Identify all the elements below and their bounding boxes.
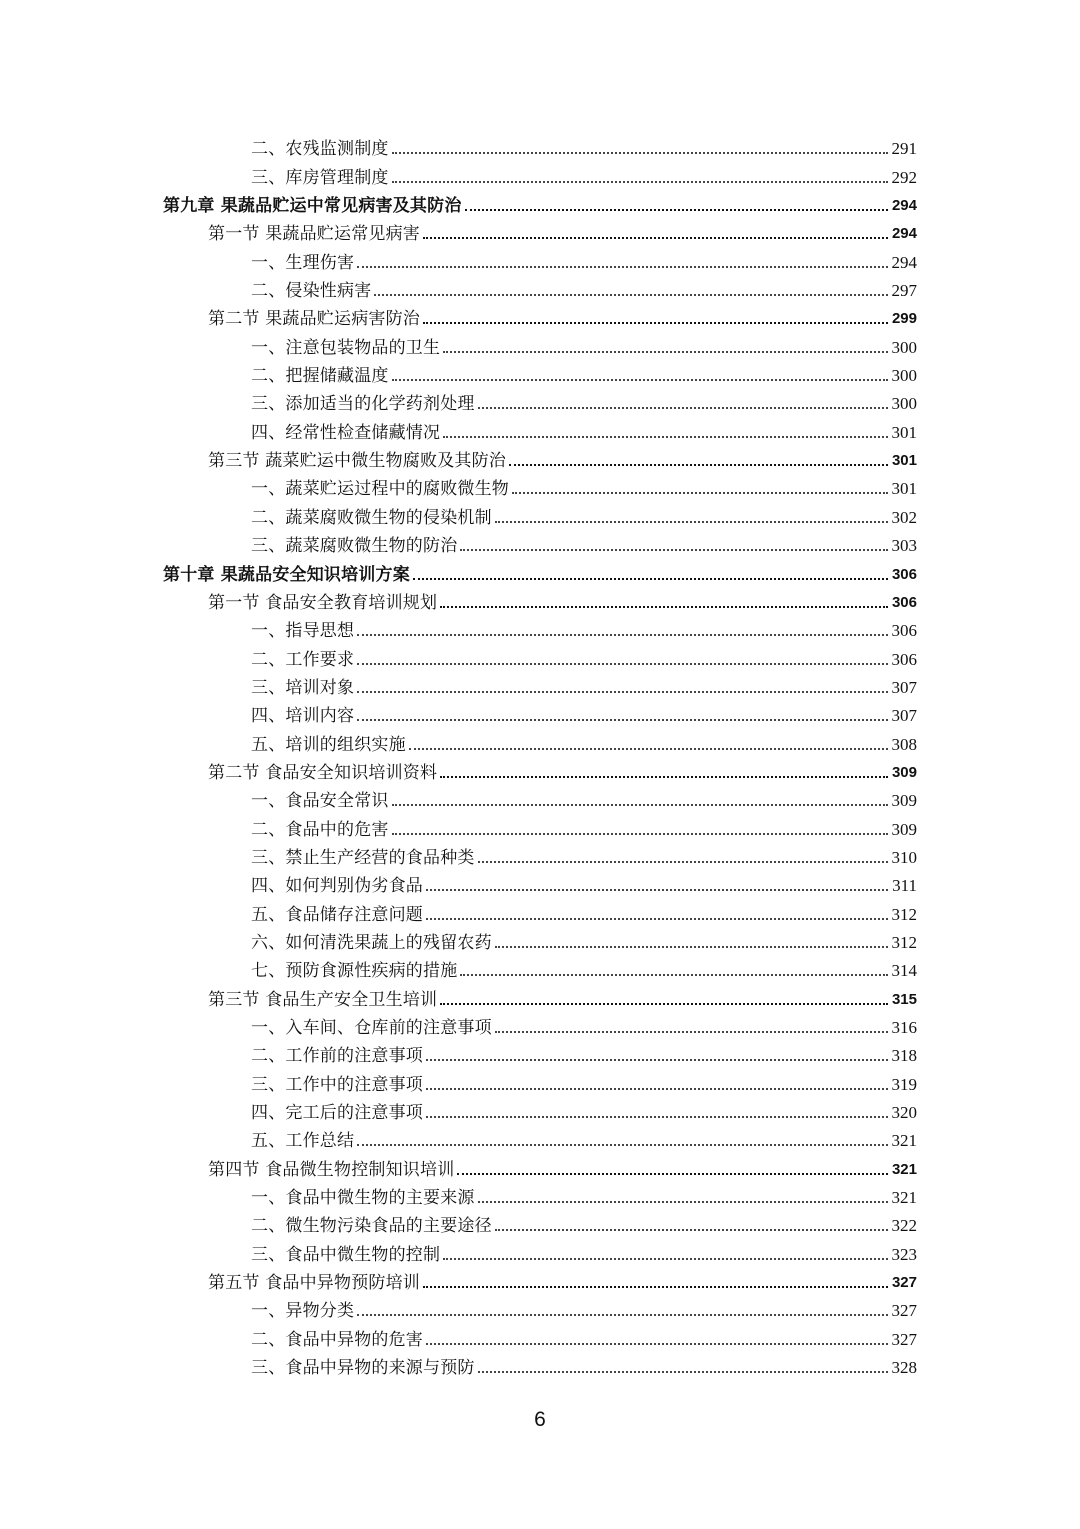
toc-item-row[interactable] <box>163 1095 917 1123</box>
toc-entry-title: 第五节 食品中异物预防培训 <box>208 1273 421 1294</box>
toc-entry-page: 307 <box>891 677 917 697</box>
dot-leader <box>413 578 888 580</box>
dot-leader <box>423 237 888 239</box>
toc-entry-page: 300 <box>891 337 917 357</box>
toc-entry-title: 三、食品中异物的来源与预防 <box>251 1358 475 1379</box>
toc-entry-page: 294 <box>891 252 917 272</box>
toc-item-row[interactable] <box>163 641 917 669</box>
toc-item-row[interactable] <box>163 896 917 924</box>
toc-entry-title: 第二节 果蔬品贮运病害防治 <box>208 309 421 330</box>
toc-entry-page: 328 <box>891 1358 917 1378</box>
toc-entry-title: 二、侵染性病害 <box>251 281 372 302</box>
dot-leader <box>426 1088 888 1090</box>
toc-item-row[interactable] <box>163 613 917 641</box>
toc-entry-title: 一、指导思想 <box>251 621 355 642</box>
toc-entry-page: 319 <box>891 1074 917 1094</box>
toc-entry-page: 306 <box>891 621 917 641</box>
toc-entry-page: 323 <box>891 1244 917 1264</box>
toc-entry-page: 327 <box>891 1329 917 1349</box>
toc-entry-page: 306 <box>891 565 917 583</box>
toc-entry-page: 308 <box>891 734 917 754</box>
toc-item-row[interactable] <box>163 811 917 839</box>
dot-leader <box>357 1314 887 1316</box>
dot-leader <box>357 691 887 693</box>
toc-entry-page: 320 <box>891 1103 917 1123</box>
dot-leader <box>465 209 888 211</box>
dot-leader <box>426 1343 888 1345</box>
toc-entry-page: 301 <box>891 452 917 470</box>
dot-leader <box>374 294 887 296</box>
dot-leader <box>426 1116 888 1118</box>
toc-item-row[interactable] <box>163 1066 917 1094</box>
table-of-contents <box>163 131 917 1378</box>
dot-leader <box>392 152 888 154</box>
toc-entry-page: 300 <box>891 366 917 386</box>
dot-leader <box>478 407 888 409</box>
toc-entry-title: 第三节 食品生产安全卫生培训 <box>208 989 438 1010</box>
toc-item-row[interactable] <box>163 953 917 981</box>
dot-leader <box>392 804 888 806</box>
toc-entry-page: 297 <box>891 281 917 301</box>
toc-item-row[interactable] <box>163 840 917 868</box>
toc-entry-title: 四、完工后的注意事项 <box>251 1103 423 1124</box>
dot-leader <box>392 379 888 381</box>
dot-leader <box>423 322 888 324</box>
toc-entry-page: 321 <box>891 1160 917 1178</box>
toc-item-row[interactable] <box>163 1293 917 1321</box>
dot-leader <box>460 549 887 551</box>
dot-leader <box>357 266 887 268</box>
toc-entry-title: 一、食品安全常识 <box>251 791 389 812</box>
dot-leader <box>495 1031 888 1033</box>
dot-leader <box>440 1003 888 1005</box>
toc-entry-page: 306 <box>891 649 917 669</box>
toc-entry-page: 312 <box>891 904 917 924</box>
dot-leader <box>357 719 887 721</box>
dot-leader <box>509 464 888 466</box>
dot-leader <box>426 918 888 920</box>
toc-item-row[interactable] <box>163 528 917 556</box>
toc-entry-title: 二、微生物污染食品的主要途径 <box>251 1216 492 1237</box>
toc-entry-title: 一、蔬菜贮运过程中的腐败微生物 <box>251 479 509 500</box>
toc-entry-page: 307 <box>891 706 917 726</box>
dot-leader <box>478 861 888 863</box>
toc-entry-title: 四、如何判别伪劣食品 <box>251 876 423 897</box>
dot-leader <box>409 748 888 750</box>
toc-entry-title: 四、经常性检查储藏情况 <box>251 422 441 443</box>
page-number: 6 <box>534 1408 546 1431</box>
toc-entry-title: 二、农残监测制度 <box>251 139 389 160</box>
toc-entry-page: 291 <box>891 139 917 159</box>
toc-entry-page: 306 <box>891 593 917 611</box>
toc-section-row[interactable] <box>163 443 917 471</box>
toc-entry-title: 第二节 食品安全知识培训资料 <box>208 762 438 783</box>
toc-section-row[interactable] <box>163 755 917 783</box>
dot-leader <box>495 1229 888 1231</box>
dot-leader <box>495 521 888 523</box>
toc-chapter-row[interactable] <box>163 188 917 216</box>
toc-entry-title: 四、培训内容 <box>251 706 355 727</box>
toc-entry-title: 三、蔬菜腐败微生物的防治 <box>251 536 458 557</box>
toc-entry-title: 三、禁止生产经营的食品种类 <box>251 847 475 868</box>
toc-item-row[interactable] <box>163 244 917 272</box>
toc-entry-page: 327 <box>891 1301 917 1321</box>
dot-leader <box>357 634 887 636</box>
toc-section-row[interactable] <box>163 1151 917 1179</box>
toc-entry-page: 294 <box>891 225 917 243</box>
toc-item-row[interactable] <box>163 1236 917 1264</box>
toc-entry-title: 二、食品中异物的危害 <box>251 1329 423 1350</box>
dot-leader <box>457 1173 888 1175</box>
toc-item-row[interactable] <box>163 159 917 187</box>
toc-item-row[interactable] <box>163 698 917 726</box>
toc-entry-title: 二、蔬菜腐败微生物的侵染机制 <box>251 507 492 528</box>
toc-entry-page: 316 <box>891 1018 917 1037</box>
toc-entry-title: 一、注意包装物品的卫生 <box>251 337 441 358</box>
toc-item-row[interactable] <box>163 386 917 414</box>
toc-entry-page: 302 <box>891 507 917 527</box>
toc-entry-page: 321 <box>891 1131 917 1151</box>
toc-item-row[interactable] <box>163 273 917 301</box>
toc-entry-page: 292 <box>891 167 917 187</box>
toc-entry-page: 322 <box>891 1216 917 1236</box>
toc-entry-page: 294 <box>891 197 917 215</box>
toc-section-row[interactable] <box>163 301 917 329</box>
toc-item-row[interactable] <box>163 131 917 159</box>
toc-entry-title: 三、库房管理制度 <box>251 167 389 188</box>
dot-leader <box>443 436 887 438</box>
dot-leader <box>392 833 888 835</box>
toc-entry-page: 310 <box>891 847 917 867</box>
toc-item-row[interactable] <box>163 329 917 357</box>
toc-item-row[interactable] <box>163 1038 917 1066</box>
dot-leader <box>440 776 888 778</box>
toc-item-row[interactable] <box>163 1350 917 1378</box>
toc-entry-page: 300 <box>891 394 917 414</box>
toc-entry-title: 二、工作前的注意事项 <box>251 1046 423 1067</box>
toc-item-row[interactable] <box>163 1208 917 1236</box>
toc-entry-title: 三、工作中的注意事项 <box>251 1074 423 1095</box>
toc-entry-title: 第九章 果蔬品贮运中常见病害及其防治 <box>163 196 462 217</box>
toc-item-row[interactable] <box>163 1123 917 1151</box>
toc-item-row[interactable] <box>163 670 917 698</box>
toc-chapter-row[interactable] <box>163 556 917 584</box>
toc-entry-page: 327 <box>891 1274 917 1292</box>
toc-entry-page: 309 <box>891 819 917 839</box>
toc-item-row[interactable] <box>163 1321 917 1349</box>
toc-item-row[interactable] <box>163 868 917 896</box>
toc-entry-page: 311 <box>892 876 917 896</box>
toc-entry-page: 321 <box>891 1188 917 1208</box>
toc-section-row[interactable] <box>163 1265 917 1293</box>
toc-entry-page: 314 <box>891 961 917 981</box>
toc-entry-title: 三、添加适当的化学药剂处理 <box>251 394 475 415</box>
dot-leader <box>440 606 888 608</box>
toc-entry-title: 七、预防食源性疾病的措施 <box>251 961 458 982</box>
toc-section-row[interactable] <box>163 216 917 244</box>
toc-item-row[interactable] <box>163 726 917 754</box>
toc-entry-title: 六、如何清洗果蔬上的残留农药 <box>251 932 492 953</box>
toc-entry-page: 309 <box>891 763 917 781</box>
toc-entry-title: 二、把握储藏温度 <box>251 366 389 387</box>
toc-entry-page: 318 <box>891 1046 917 1066</box>
toc-entry-title: 第十章 果蔬品安全知识培训方案 <box>163 564 410 585</box>
toc-item-row[interactable] <box>163 358 917 386</box>
dot-leader <box>426 1059 888 1061</box>
toc-item-row[interactable] <box>163 1010 917 1038</box>
toc-entry-page: 315 <box>891 990 917 1008</box>
toc-item-row[interactable] <box>163 1180 917 1208</box>
dot-leader <box>443 1258 887 1260</box>
toc-item-row[interactable] <box>163 414 917 442</box>
toc-entry-page: 301 <box>891 479 917 499</box>
dot-leader <box>423 1286 888 1288</box>
toc-entry-title: 五、培训的组织实施 <box>251 734 406 755</box>
dot-leader <box>426 889 888 891</box>
dot-leader <box>478 1371 888 1373</box>
toc-entry-title: 一、异物分类 <box>251 1301 355 1322</box>
dot-leader <box>357 663 887 665</box>
toc-entry-title: 第一节 食品安全教育培训规划 <box>208 592 438 613</box>
toc-entry-title: 二、食品中的危害 <box>251 819 389 840</box>
toc-item-row[interactable] <box>163 471 917 499</box>
dot-leader <box>512 492 888 494</box>
dot-leader <box>357 1144 887 1146</box>
toc-entry-title: 一、入车间、仓库前的注意事项 <box>251 1018 492 1038</box>
toc-entry-title: 第四节 食品微生物控制知识培训 <box>208 1159 455 1180</box>
toc-entry-page: 303 <box>891 536 917 556</box>
dot-leader <box>443 351 887 353</box>
toc-entry-title: 五、工作总结 <box>251 1131 355 1152</box>
toc-item-row[interactable] <box>163 783 917 811</box>
toc-entry-title: 三、培训对象 <box>251 677 355 698</box>
toc-entry-page: 299 <box>891 310 917 328</box>
toc-entry-page: 312 <box>891 932 917 952</box>
dot-leader <box>478 1201 888 1203</box>
toc-entry-title: 第三节 蔬菜贮运中微生物腐败及其防治 <box>208 451 507 472</box>
toc-entry-page: 309 <box>891 791 917 811</box>
dot-leader <box>392 181 888 183</box>
toc-entry-title: 三、食品中微生物的控制 <box>251 1244 441 1265</box>
toc-item-row[interactable] <box>163 499 917 527</box>
dot-leader <box>495 946 888 948</box>
toc-entry-title: 二、工作要求 <box>251 649 355 670</box>
toc-entry-title: 一、生理伤害 <box>251 252 355 273</box>
toc-section-row[interactable] <box>163 981 917 1009</box>
toc-entry-title: 一、食品中微生物的主要来源 <box>251 1188 475 1209</box>
toc-entry-title: 五、食品储存注意问题 <box>251 904 423 925</box>
toc-entry-title: 第一节 果蔬品贮运常见病害 <box>208 224 421 245</box>
dot-leader <box>460 974 887 976</box>
toc-section-row[interactable] <box>163 585 917 613</box>
toc-item-row[interactable] <box>163 925 917 953</box>
toc-entry-page: 301 <box>891 422 917 442</box>
